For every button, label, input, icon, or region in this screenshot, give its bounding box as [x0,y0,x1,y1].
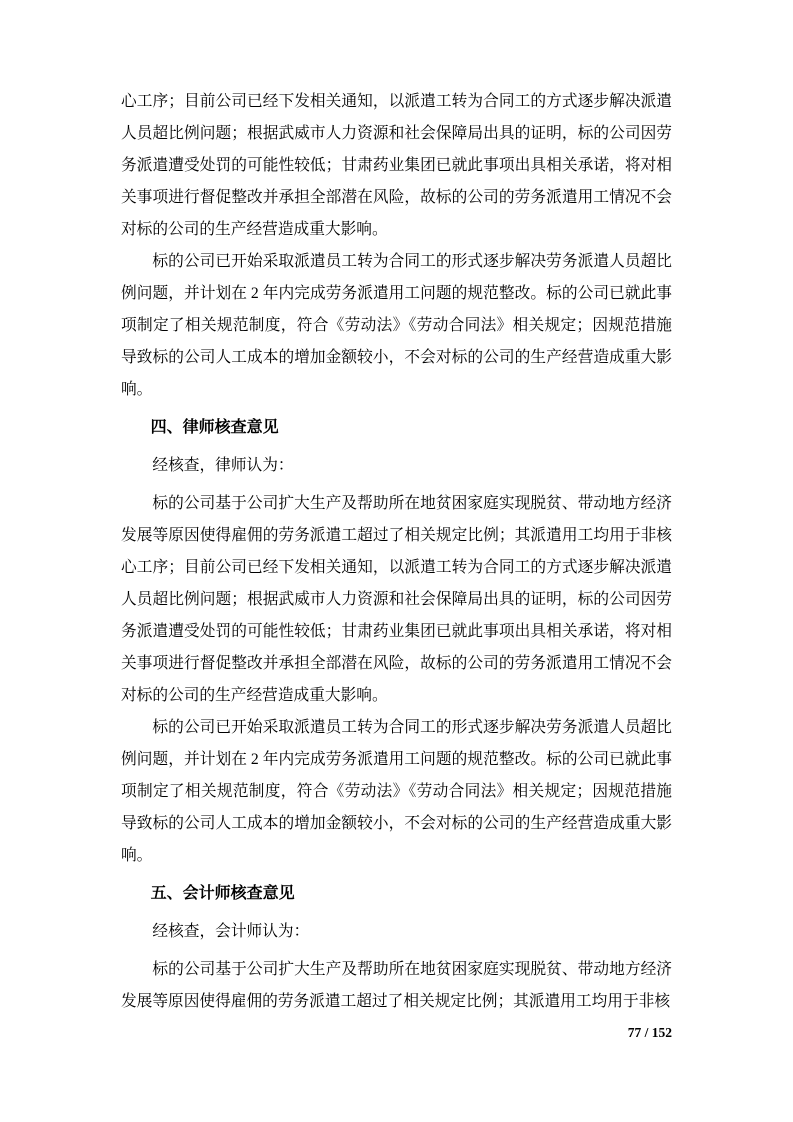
paragraph-lawyer-rectification: 标的公司已开始采取派遣员工转为合同工的形式逐步解决劳务派遣人员超比例问题，并计划在 2 年内完成劳务派遣用工问题的规范整改。标的公司已就此事项制定了相关规范制度，符合《劳动法》《劳动合同法》相关规定；因规范措施导致标的公司人工成本的增加金额较小，不会对标的公司的生产经营造成重大影响。 [121,719,672,864]
document-body [121,86,672,1018]
paragraph-accountant-opinion-body: 标的公司基于公司扩大生产及帮助所在地贫困家庭实现脱贫、带动地方经济发展等原因使得雇佣的劳务派遣工超过了相关规定比例；其派遣用工均用于非核 [121,961,672,1010]
paragraph-lawyer-opinion-lead: 经核查，律师认为： [152,457,294,474]
paragraph-lawyer-opinion-body: 标的公司基于公司扩大生产及帮助所在地贫困家庭实现脱贫、带动地方经济发展等原因使得雇佣的劳务派遣工超过了相关规定比例；其派遣用工均用于非核心工序；目前公司已经下发相关通知，以派遣工转为合同工的方式逐步解决派遣人员超比例问题；根据武威市人力资源和社会保障局出具的证明，标的公司因劳务派遣遭受处罚的可能性较低；甘肃药业集团已就此事项出具相关承诺，将对相关事项进行督促整改并承担全部潜在风险，故标的公司的劳务派遣用工情况不会对标的公司的生产经营造成重大影响。 [121,495,672,704]
section-heading-accountant-opinion: 五、会计师核查意见 [150,885,295,902]
paragraph-accountant-opinion-lead: 经核查，会计师认为： [152,923,310,940]
section-heading-lawyer-opinion: 四、律师核查意见 [150,419,279,436]
paragraph-labor-dispatch-continuation: 心工序；目前公司已经下发相关通知，以派遣工转为合同工的方式逐步解决派遣人员超比例问题；根据武威市人力资源和社会保障局出具的证明，标的公司因劳务派遣遭受处罚的可能性较低；甘肃药业集团已就此事项出具相关承诺，将对相关事项进行督促整改并承担全部潜在风险，故标的公司的劳务派遣用工情况不会对标的公司的生产经营造成重大影响。 [121,93,672,238]
page-number: 77 / 152 [627,1025,672,1040]
paragraph-rectification-plan: 标的公司已开始采取派遣员工转为合同工的形式逐步解决劳务派遣人员超比例问题，并计划在 2 年内完成劳务派遣用工问题的规范整改。标的公司已就此事项制定了相关规范制度，符合《劳动法》《劳动合同法》相关规定；因规范措施导致标的公司人工成本的增加金额较小，不会对标的公司的生产经营造成重大影响。 [121,253,672,398]
